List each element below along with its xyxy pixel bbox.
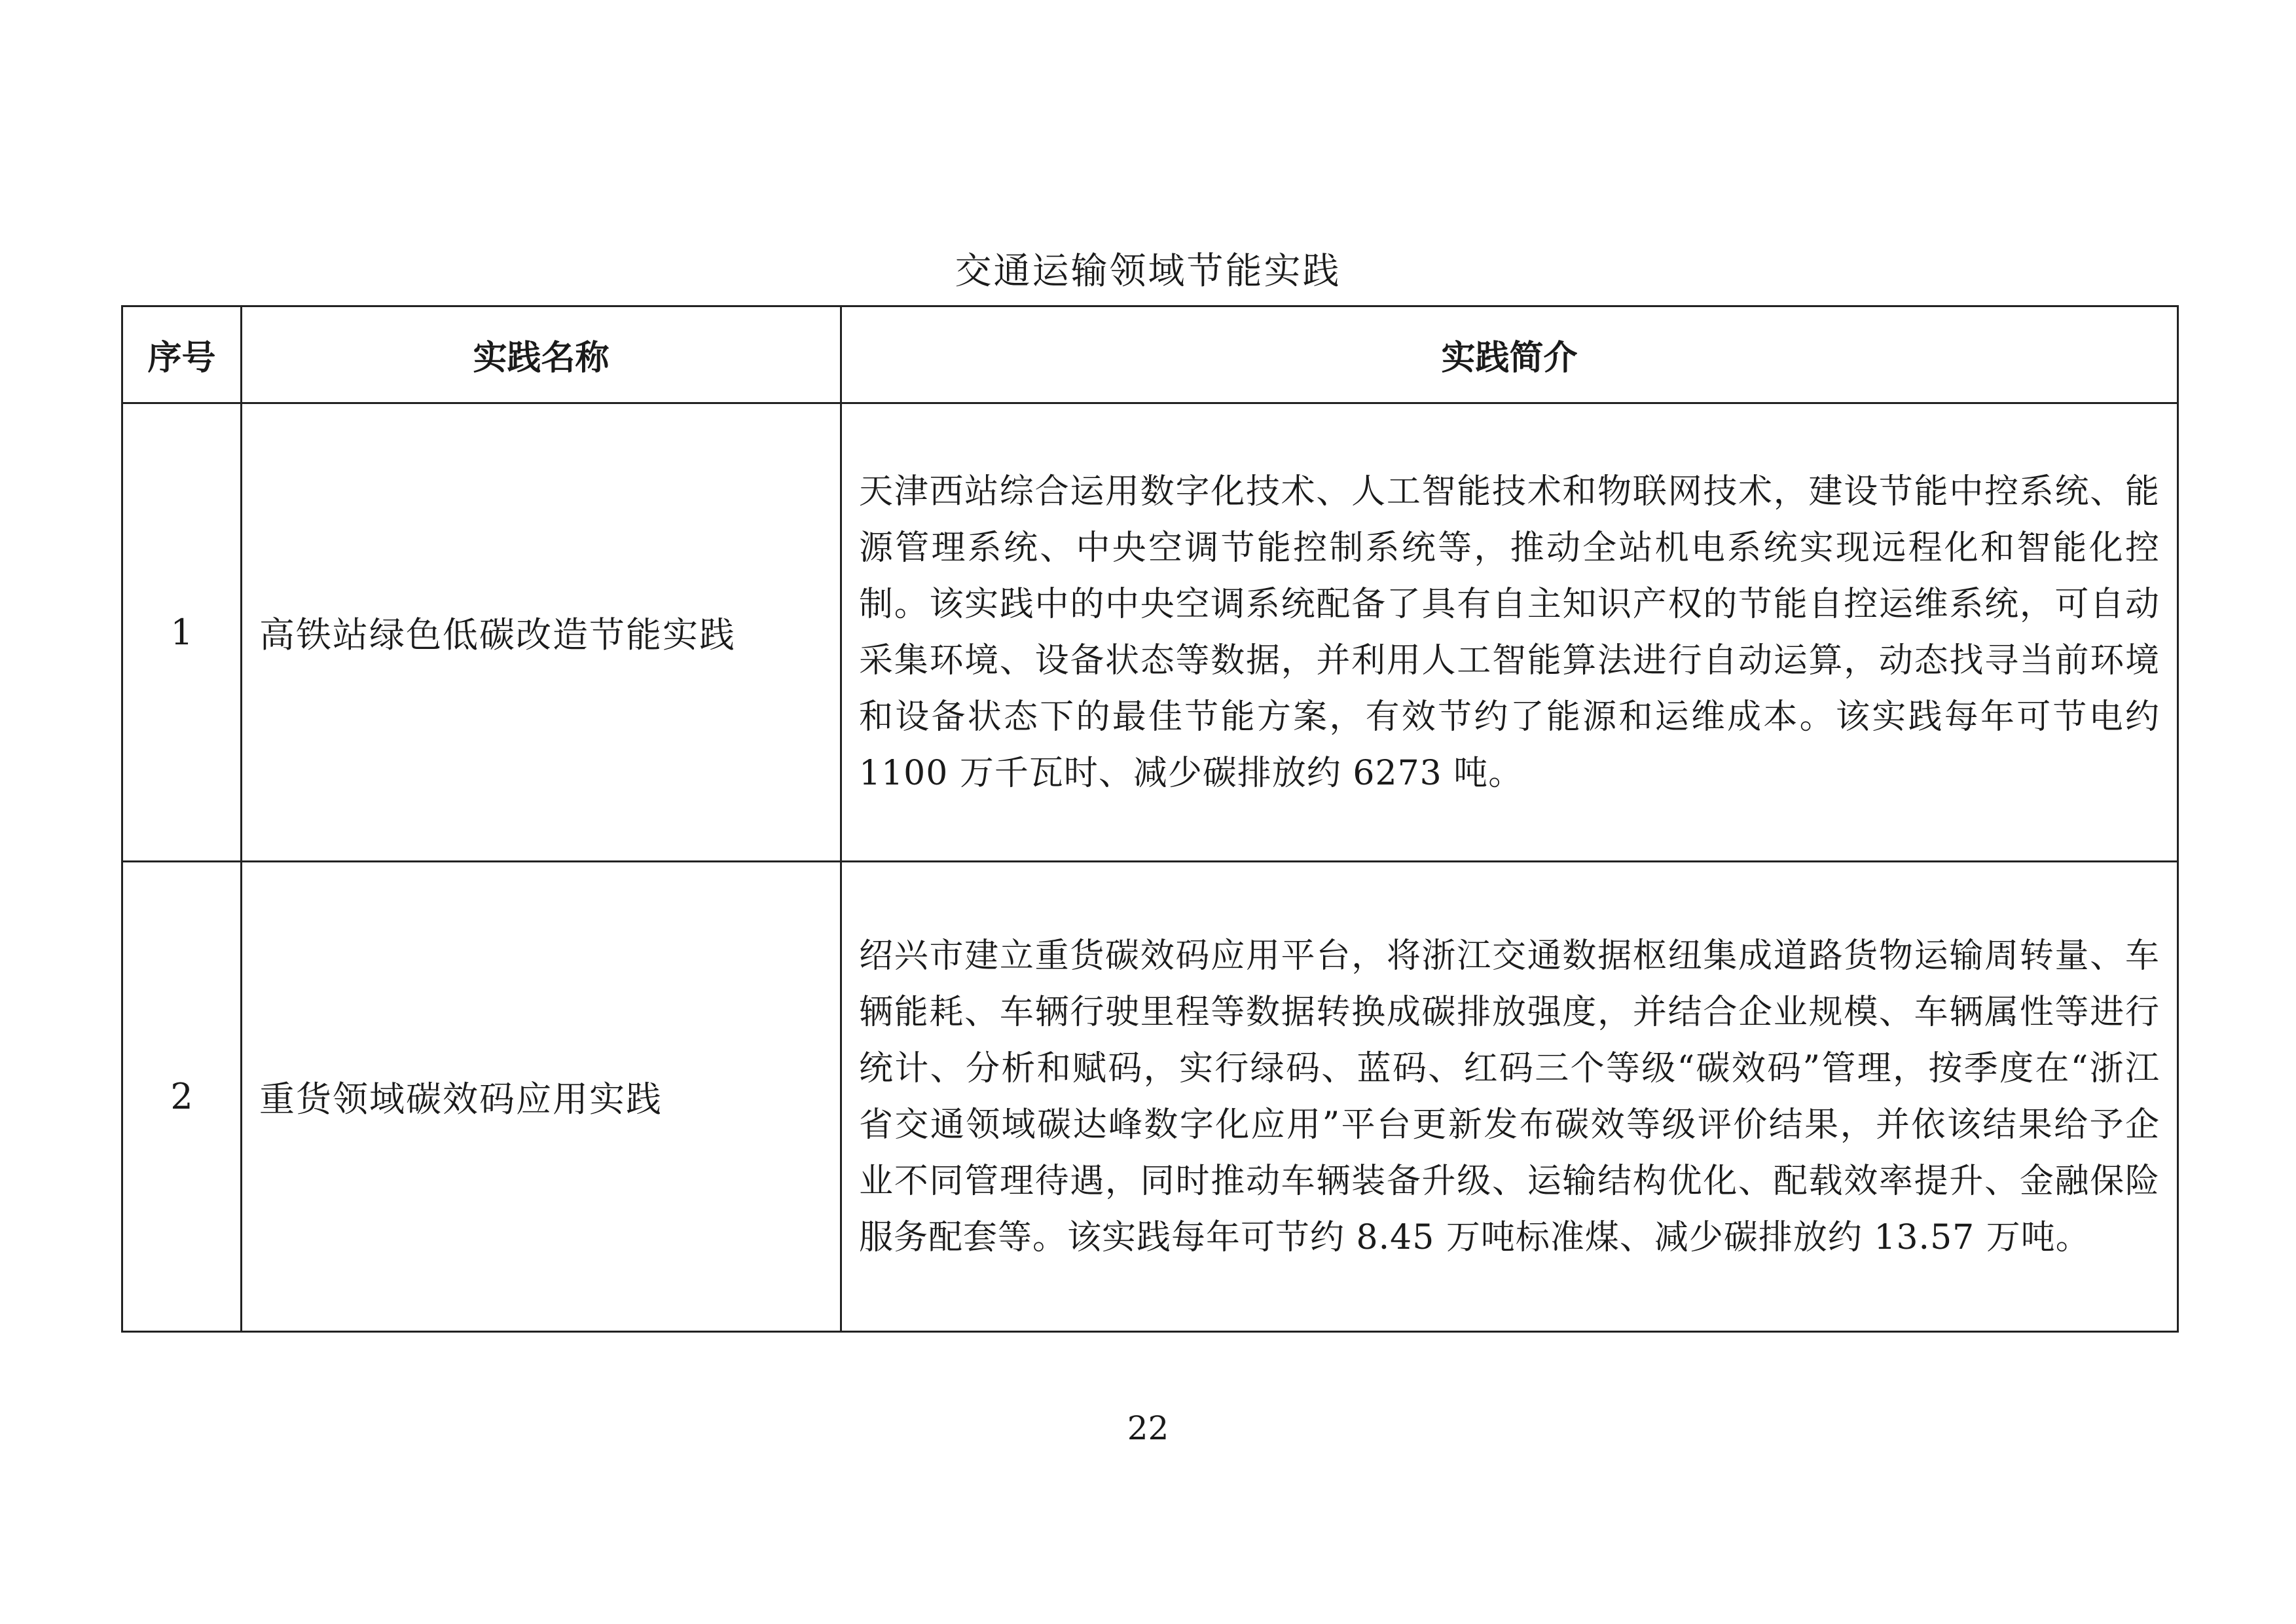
practice-table (121, 305, 2179, 1333)
practice-description: 天津西站综合运用数字化技术、人工智能技术和物联网技术，建设节能中控系统、能源管理系统、中央空调节能控制系统等，推动全站机电系统实现远程化和智能化控制。该实践中的中央空调系统配备了具有自主知识产权的节能自控运维系统，可自动采集环境、设备状态等数据，并利用人工智能算法进行自动运算，动态找寻当前环境和设备状态下的最佳节能方案，有效节约了能源和运维成本。该实践每年可节电约 1100 万千瓦时、减少碳排放约 6273 吨。 (841, 403, 2178, 862)
table-row (122, 862, 2178, 1332)
header-name: 实践名称 (242, 306, 841, 403)
practice-description: 绍兴市建立重货碳效码应用平台，将浙江交通数据枢纽集成道路货物运输周转量、车辆能耗、车辆行驶里程等数据转换成碳排放强度，并结合企业规模、车辆属性等进行统计、分析和赋码，实行绿码、蓝码、红码三个等级“碳效码”管理，按季度在“浙江省交通领域碳达峰数字化应用”平台更新发布碳效等级评价结果，并依该结果给予企业不同管理待遇，同时推动车辆装备升级、运输结构优化、配载效率提升、金融保险服务配套等。该实践每年可节约 8.45 万吨标准煤、减少碳排放约 13.57 万吨。 (841, 862, 2178, 1332)
page-number: 22 (1127, 1409, 1169, 1447)
table-header-row (122, 306, 2178, 403)
header-number: 序号 (122, 306, 242, 403)
practice-name: 重货领域碳效码应用实践 (242, 862, 841, 1332)
row-number: 1 (122, 403, 242, 862)
practice-name: 高铁站绿色低碳改造节能实践 (242, 403, 841, 862)
header-description: 实践简介 (841, 306, 2178, 403)
page-title: 交通运输领域节能实践 (955, 250, 1341, 293)
row-number: 2 (122, 862, 242, 1332)
table-row (122, 403, 2178, 862)
